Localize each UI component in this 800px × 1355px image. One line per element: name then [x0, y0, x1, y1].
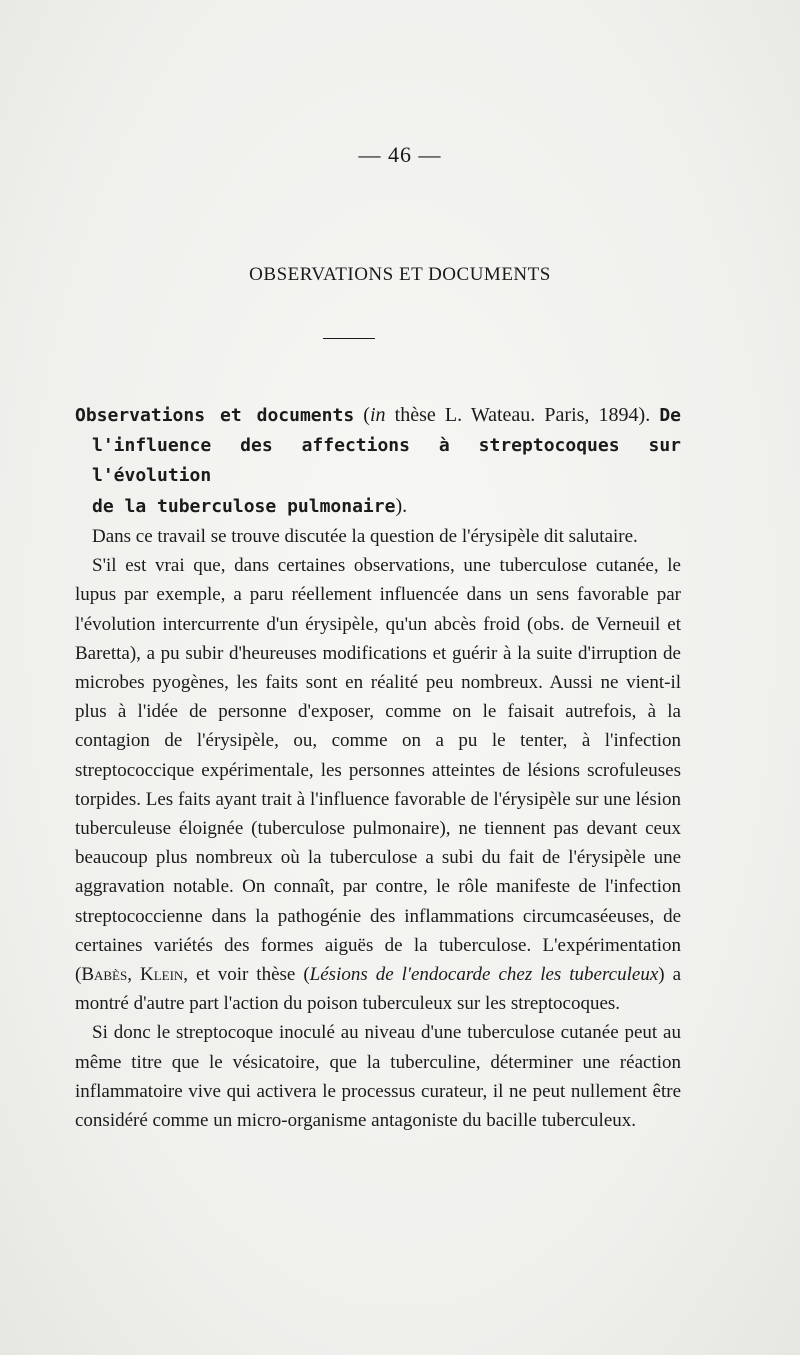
- paragraph-2-sep: ,: [127, 964, 140, 986]
- page-number: — 46 —: [358, 142, 442, 167]
- thesis-title: Lésions de l'endocarde chez les tuberculeux: [309, 964, 659, 986]
- section-title: OBSERVATIONS ET DOCUMENTS: [249, 264, 551, 285]
- heading-line-3: [75, 491, 681, 522]
- paragraph-2-end: ) a montré d'autre part l'action du poison tuberculeux sur les streptocoques.: [75, 964, 682, 1015]
- heading-italic-in: in: [369, 404, 386, 426]
- article-heading: [75, 400, 681, 522]
- heading-line-2: l'influence des affections à streptocoques sur l'évolution: [92, 435, 681, 486]
- paragraph-1: Dans ce travail se trouve discutée la question de l'érysipèle dit salutaire.: [92, 526, 638, 547]
- heading-citation: thèse L. Wateau. Paris, 1894).: [385, 404, 660, 426]
- section-divider: [323, 338, 375, 339]
- author-babes: Babès: [81, 964, 128, 986]
- author-klein: Klein: [139, 964, 184, 986]
- heading-line-3-end: ).: [395, 495, 408, 517]
- heading-line-3-bold: de la tuberculose pulmonaire: [92, 496, 396, 517]
- paragraph-2: [75, 551, 681, 1018]
- paragraph-2-text: S'il est vrai que, dans certaines observations, une tuberculose cutanée, le lupus par exemple, a paru réellement influencée dans un sens favorable par l'évolution intercurrente d'un érysipèle, qu'un abcès froid (obs. de Verneuil et Baretta), a pu subir d'heureuses modifications et guérir à la suite d'irruption de microbes pyogènes, les faits sont en réalité peu nombreux. Aussi ne vient-il plus à l'idée de personne d'exposer, comme on le faisait autrefois, à la contagion de l'érysipèle, ou, comme on a pu le tenter, à l'infection streptococcique expérimentale, les personnes atteintes de lésions scrofuleuses torpides. Les faits ayant trait à l'influence favorable de l'érysipèle sur une lésion tuberculeuse éloignée (tuberculose pulmonaire), ne tiennent pas devant ceux beaucoup plus nombreux où la tuberculose a subi du fait de l'érysipèle une aggravation notable. On connaît, par contre, le rôle manifeste de l'infection streptococcienne dans la pathogénie des inflammations circumcaséeuses, de certaines variétés des formes aiguës de la tuberculose. L'expérimentation (: [75, 555, 681, 986]
- heading-paren-open: (: [363, 404, 370, 426]
- paragraph-3: Si donc le streptocoque inoculé au niveau d'une tuberculose cutanée peut au même titre que le vésicatoire, que la tuberculine, déterminer une réaction inflammatoire vive qui activera le processus curateur, il ne peut nullement être considéré comme un micro-organisme antagoniste du bacille tuberculeux.: [75, 1022, 681, 1132]
- heading-line-1: [75, 400, 681, 431]
- paragraph-2-mid: , et voir thèse (: [183, 964, 310, 986]
- article-body: [75, 522, 681, 1135]
- heading-bold-title: Observations et documents: [75, 405, 355, 426]
- heading-bold-de: De: [659, 405, 681, 426]
